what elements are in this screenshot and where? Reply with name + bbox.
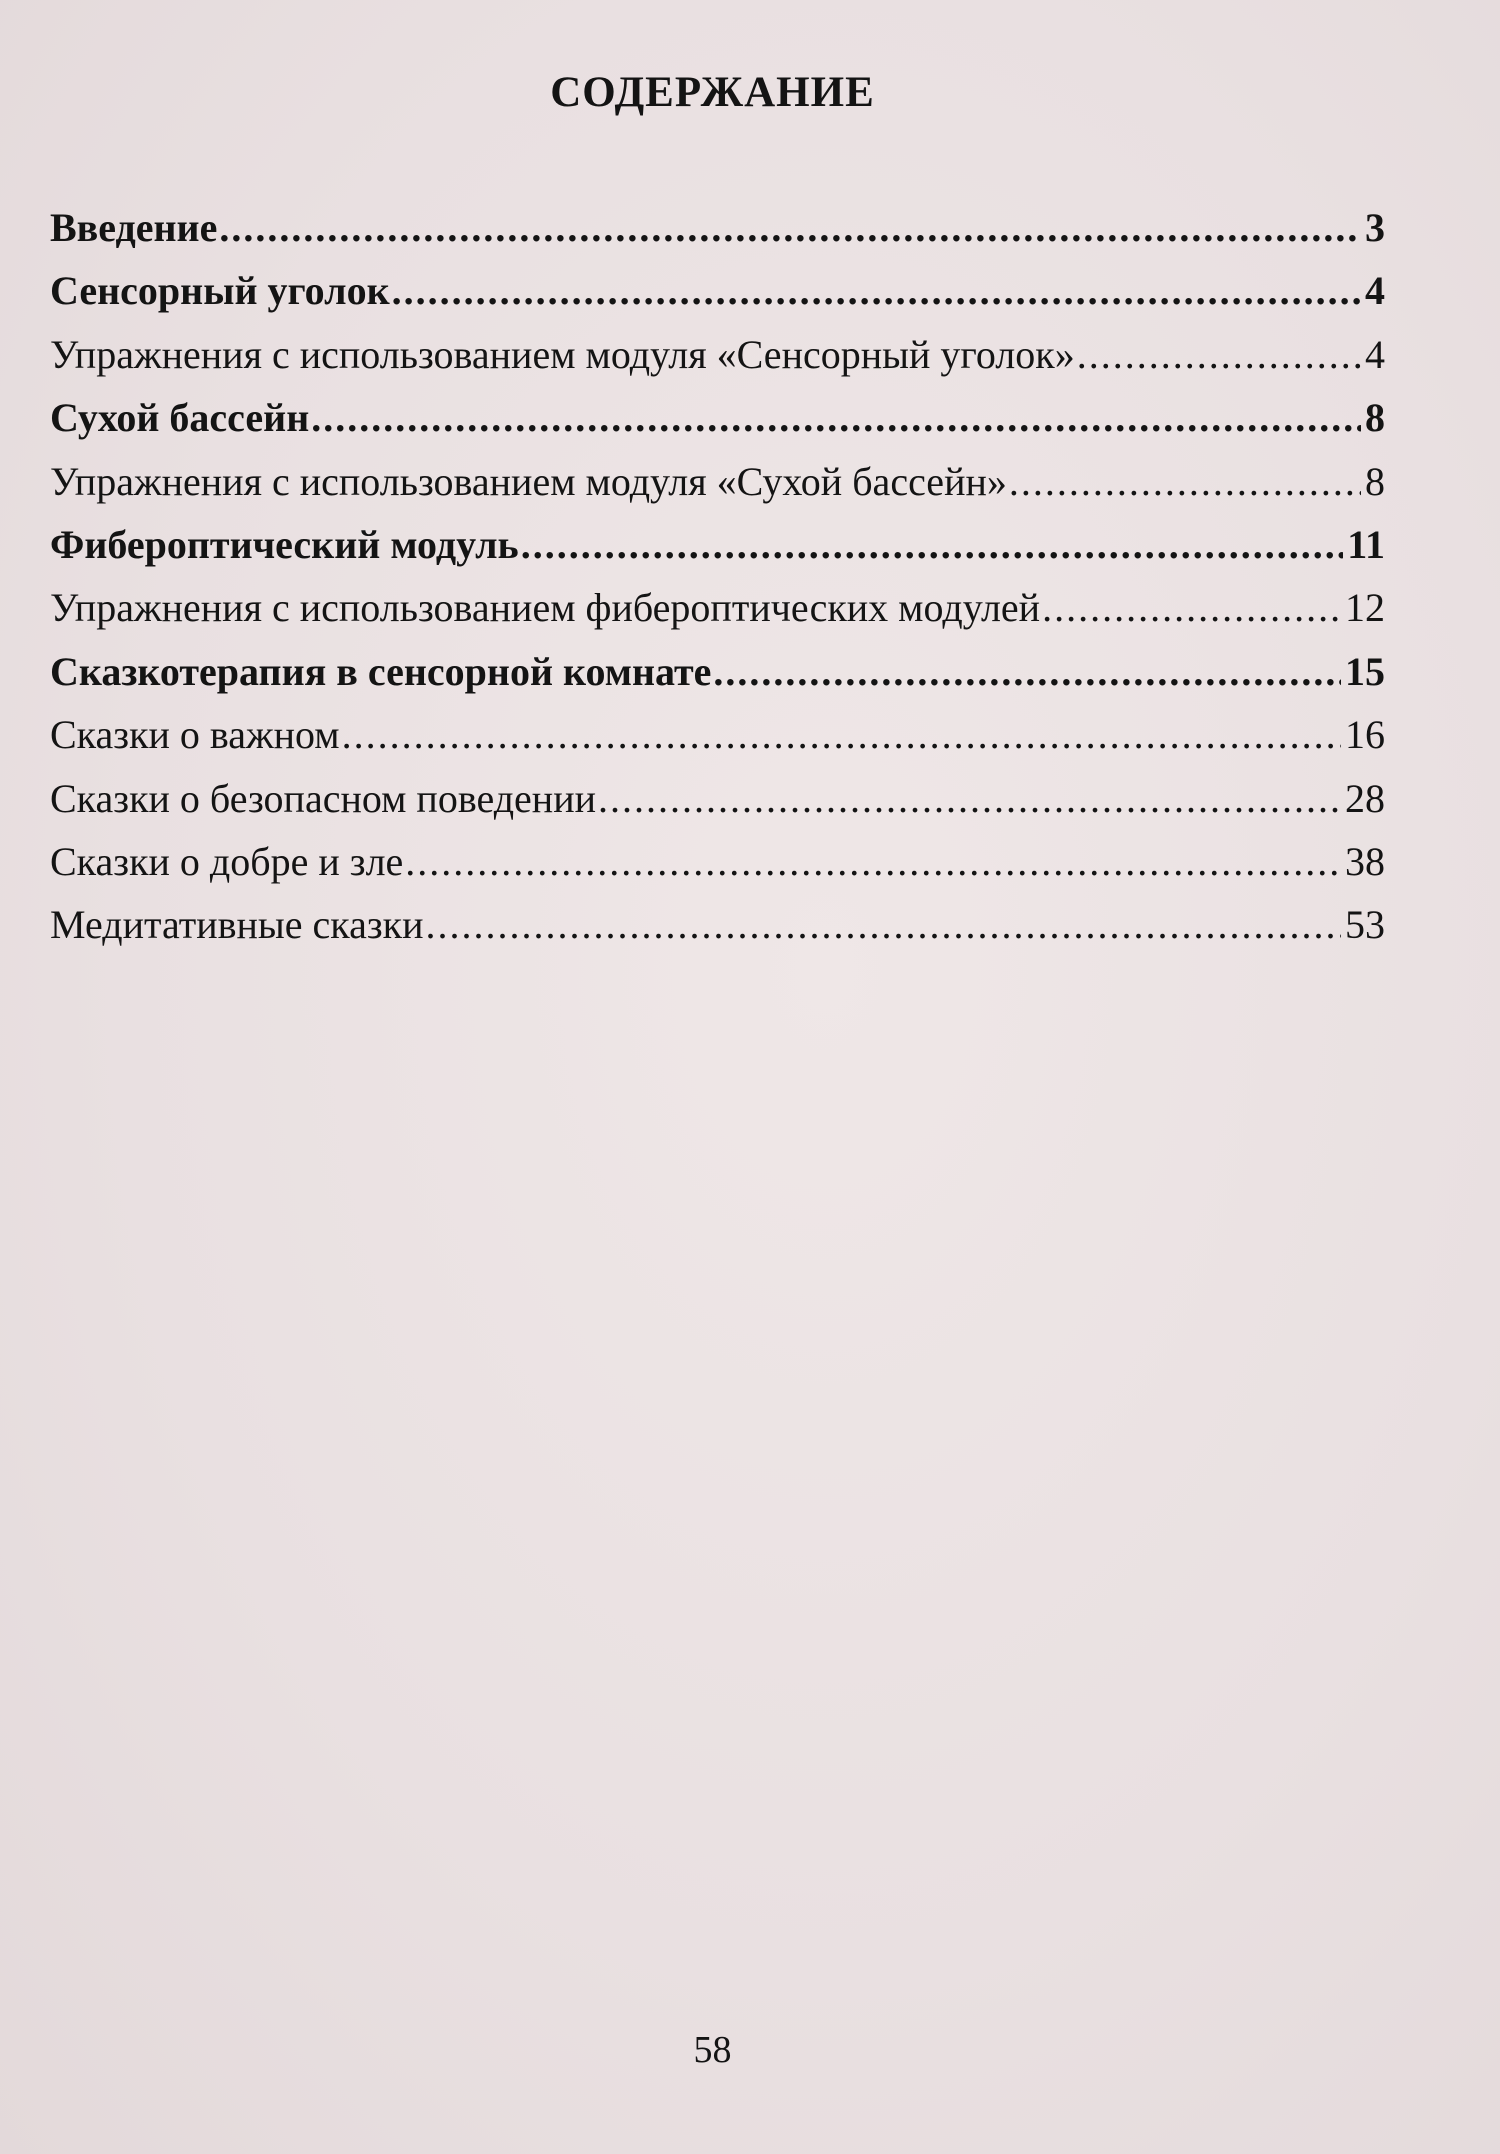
toc-entry [50, 386, 1385, 449]
toc-entry [50, 576, 1385, 639]
toc-dot-leader [521, 513, 1343, 576]
toc-entry-page: 4 [1365, 331, 1385, 377]
toc-entry-title: Упражнения с использованием модуля «Сухой бассейн» [50, 458, 1007, 504]
toc-entry-page: 3 [1365, 205, 1385, 250]
toc-entry-page: 11 [1347, 521, 1385, 567]
toc-dot-leader [1009, 450, 1361, 513]
toc-entry-title: Сказкотерапия в сенсорной комнате [50, 648, 712, 694]
toc-entry-title: Медитативные сказки [50, 902, 424, 948]
toc-entry-page: 16 [1345, 712, 1385, 758]
toc-entry [50, 830, 1385, 893]
toc-dot-leader [1077, 323, 1361, 386]
toc-entry-page: 4 [1365, 268, 1385, 314]
toc-dot-leader [405, 830, 1341, 893]
toc-entry-title: Введение [50, 205, 218, 250]
toc-entry-title: Упражнения с использованием модуля «Сенсорный уголок» [50, 331, 1075, 377]
toc-dot-leader [426, 893, 1342, 956]
toc-entry [50, 323, 1385, 386]
toc-dot-leader [598, 767, 1341, 830]
toc-entry-title: Сенсорный уголок [50, 268, 390, 314]
toc-entry-title: Фибероптический модуль [50, 521, 519, 567]
toc-entry-page: 28 [1345, 775, 1385, 821]
toc-dot-leader [1042, 576, 1341, 639]
toc-entry-page: 12 [1345, 585, 1385, 631]
toc-entry [50, 767, 1385, 830]
toc-entry-page: 53 [1345, 902, 1385, 948]
toc-entry-page: 8 [1365, 458, 1385, 504]
table-of-contents [50, 196, 1385, 957]
toc-entry-title: Сказки о добре и зле [50, 838, 404, 884]
toc-dot-leader [219, 196, 1361, 259]
toc-entry [50, 640, 1385, 703]
toc-entry-title: Сухой бассейн [50, 395, 310, 441]
toc-dot-leader [342, 703, 1341, 766]
toc-dot-leader [311, 386, 1361, 449]
toc-entry-title: Сказки о безопасном поведении [50, 775, 597, 821]
toc-entry [50, 513, 1385, 576]
toc-entry-page: 38 [1345, 838, 1385, 884]
toc-dot-leader [713, 640, 1341, 703]
toc-entry-page: 15 [1345, 648, 1385, 694]
toc-entry [50, 893, 1385, 956]
toc-entry-title: Упражнения с использованием фибероптических модулей [50, 585, 1041, 631]
page-number: 58 [693, 2029, 732, 2071]
toc-dot-leader [392, 259, 1361, 322]
toc-entry [50, 259, 1385, 322]
toc-entry-page: 8 [1365, 395, 1385, 441]
toc-entry [50, 703, 1385, 766]
toc-entry [50, 196, 1385, 259]
page-title: СОДЕРЖАНИЕ [550, 69, 875, 116]
toc-entry-title: Сказки о важном [50, 712, 340, 758]
toc-entry [50, 450, 1385, 513]
